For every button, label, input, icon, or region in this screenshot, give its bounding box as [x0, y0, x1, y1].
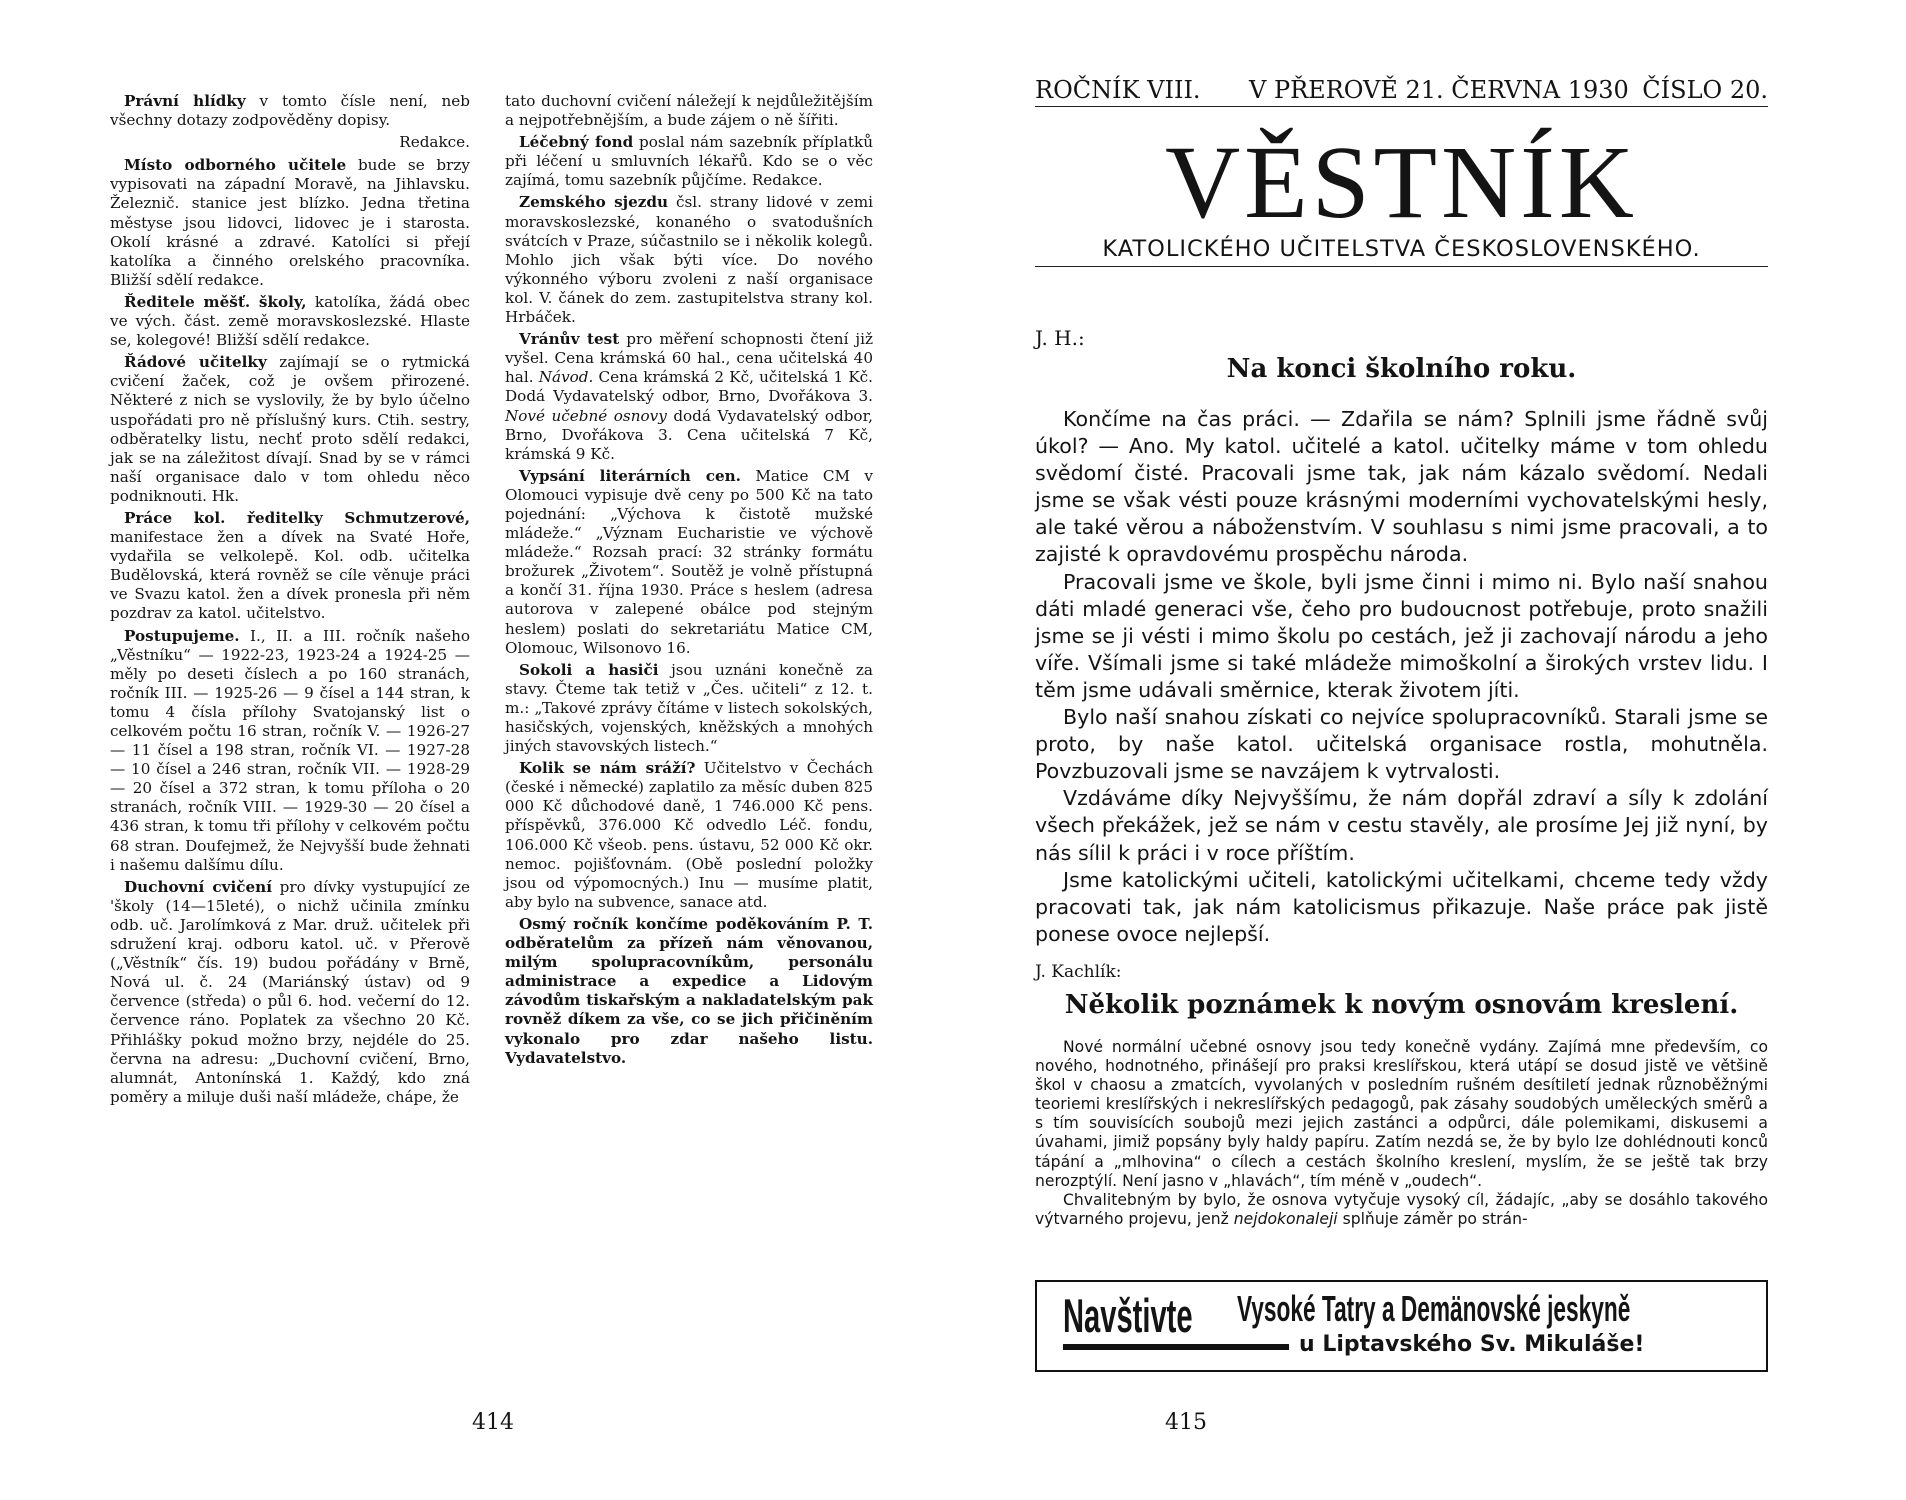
- left-col2-notice: [505, 467, 873, 658]
- italic-word: nejdokonaleji: [1233, 1209, 1338, 1228]
- notice-text: zajímají se o rytmická cvičení žaček, což je ovšem přirozené. Některé z nich se vyslovily, že by bylo účelno uspořádati pro ně příslušný kurs. Ctih. sestry, odběratelky listu, nechť proto sdělí redakci, jak se na záležitost dívají. Snad by se v rámci naší organisace dalo v tom ohledu něco podniknouti. Hk.: [110, 353, 470, 505]
- place-date: V PŘEROVĚ 21. ČERVNA 1930: [1249, 76, 1629, 104]
- notice-heading: Vypsání literárních cen.: [519, 466, 741, 485]
- left-col1-notice: [110, 627, 470, 875]
- article1-paragraph: Bylo naší snahou získati co nejvíce spolupracovníků. Starali jsme se proto, by naše katol. učitelská organisace rostla, mohutněla. Povzbuzovali jsme se navzájem k vytrvalosti.: [1035, 705, 1768, 784]
- notice-heading: Duchovní cvičení: [124, 877, 272, 896]
- notice-text: I., II. a III. ročník našeho „Věstníku“ — 1922-23, 1923-24 a 1924-25 — měly po deseti číslech a po 160 stranách, ročník III. — 1925-26 — 9 čísel a 144 stran, k tomu 4 čísla přílohy Svatojanský list o celkovém počtu 16 stran, ročník V. — 1926-27 — 11 čísel a 198 stran, ročník VI. — 1927-28 — 10 čísel a 246 stran, ročník VII. — 1928-29 — 20 čísel a 372 stran, k tomu příloha o 20 stranách, ročník VIII. — 1929-30 — 20 čísel a 436 stran, k tomu tři přílohy v celkovém počtu 68 stran. Doufejmež, že Nejvyšší bude žehnati i našemu dalšímu dílu.: [110, 626, 470, 874]
- notice-text: dodá Vydavatelský odbor, Brno, Dvořákova 3. Cena učitelská 7 Kč, krámská 9 Kč.: [505, 406, 873, 463]
- ad-headline: Vysoké Tatry a Demänovské jeskyně: [1237, 1288, 1631, 1329]
- page-number-left: 414: [472, 1410, 514, 1435]
- notice-heading: Zemského sjezdu: [519, 193, 669, 212]
- notice-text: Cena krámská 2 Kč, učitelská 1 Kč. Dodá Vydavatelský odbor, Brno, Dvořákova 3.: [505, 368, 873, 406]
- ad-rule: [1063, 1344, 1289, 1350]
- article2-heading: Několik poznámek k novým osnovám kreslení.: [1064, 990, 1739, 1020]
- left-col1-signature: Redakce.: [399, 133, 470, 152]
- article2-body: [1035, 1038, 1768, 1229]
- article2-paragraph: Chvalitebným by bylo, že osnova vytyčuje vysoký cíl, žádajíc, „aby se dosáhlo takového výtvarného projevu, jenž nejdokonaleji splňuje záměr po strán-: [1035, 1190, 1768, 1228]
- notice-italic: Návod.: [538, 368, 594, 387]
- notice-text: katolíka, žádá obec ve vých. část. země moravskoslezské. Hlaste se, kolegové! Bližší sdělí redakce.: [110, 292, 471, 350]
- notice-heading: Postupujeme.: [124, 626, 240, 645]
- notice-heading: Osmý ročník končíme poděkováním P. T. odběratelům za přízeň nám věnovanou, milým spolupracovníkům, personálu administrace a expedice a Lidovým závodům tiskařským a nakladatelským pak rovněž díkem za vše, co se jich přičiněním vykonalo pro zdar našeho listu. Vydavatelstvo.: [505, 914, 873, 1067]
- left-col2-notice: [505, 915, 873, 1068]
- notice-text: jsou uznáni konečně za stavy. Čteme tak tetiž v „Čes. učiteli“ z 12. t. m.: „Takové zprávy čítáme v listech sokolských, hasičských, vojenských, kněžských a mnohých jiných stavovských listech.“: [505, 660, 873, 756]
- article1-paragraph: Vzdáváme díky Nejvyššímu, že nám dopřál zdraví a síly k zdolání všech překážek, jež se nám v cestu stavěly, ale prosíme Jej již nyní, by nás sílil k práci i v roce příštím.: [1035, 786, 1768, 865]
- left-col1-notice: [110, 353, 470, 506]
- right-page: [953, 0, 1906, 1500]
- left-col2-notice: [505, 193, 873, 327]
- left-col1-notice: [110, 878, 470, 1107]
- article1-heading: Na konci školního roku.: [1226, 354, 1577, 384]
- notice-heading: Léčebný fond: [519, 133, 634, 152]
- left-col2-notice: [505, 133, 873, 190]
- notice-heading: Místo odborného učitele: [124, 156, 347, 175]
- left-col1-notice: [110, 509, 470, 624]
- issue-number: ČÍSLO 20.: [1642, 76, 1768, 104]
- left-col2-notice: [505, 330, 873, 464]
- notice-heading: Práce kol. ředitelky Schmutzerové,: [124, 508, 470, 527]
- notice-text: čsl. strany lidové v zemi moravskoslezské, konaného o svatodušních svátcích v Praze, súčastnilo se i několik kolegů. Mohlo jich však býti více. Do nového výkonného výboru zvoleni z naší organisace kol. V. čánek do zem. zastupitelstva strany kol. Hrbáček.: [505, 193, 873, 327]
- volume-label: ROČNÍK VIII.: [1035, 76, 1201, 104]
- article2-paragraph: Nové normální učebné osnovy jsou tedy konečně vydány. Zajímá mne především, co nového, hodnotného, přinášejí pro praksi kreslířskou, která utápí se dosud jistě ve většině škol v chaosu a zmatcích, vyvolaných v posledním rušném desítiletí jednak různoběžnými teoriemi kreslířských i nekreslířských pedagogů, pak zásahy soudobých uměleckých směrů a s tím souvisících soubojů mezi jejich zastánci a odpůrci, dále polemikami, diskusemi a úvahami, jimiž popsány byly haldy papíru. Zatím nezdá se, že by bylo lze dohlédnouti konců tápání a „mlhovina“ o cílech a cestách školního kreslení, myslím, že se ještě tak brzy nerozptýlí. Není jasno v „hlavách“, tím méně v „oudech“.: [1035, 1038, 1768, 1190]
- notice-heading: Řádové učitelky: [124, 353, 267, 372]
- notice-text: pro dívky vystupující ze 'školy (14—15leté), o nichž učinila zmínku odb. uč. Jarolímková z Mar. druž. učitelek při sdružení kraj. odboru katol. uč. v Přerově („Věstník“ čís. 19) budou pořádány v Brně, Nová ul. č. 24 (Mariánský ústav) od 9 července (středa) o půl 6. hod. večerní do 12. července ráno. Poplatek za všechno 20 Kč. Přihlášky pokud možno brzy, nejdéle do 25. června na adresu: „Duchovní cvičení, Brno, alumnát, Antonínská 1. Každý, kdo zná poměry a miluje duši naší mládeže, chápe, že: [110, 877, 470, 1106]
- notice-heading: Ředitele měšť. školy,: [124, 292, 307, 311]
- left-col1-notice: [110, 92, 470, 130]
- notice-italic: Nové učebné osnovy: [505, 406, 667, 425]
- notice-text: pro měření schopnosti čtení již vyšel. Cena krámská 60 hal., cena učitelská 40 hal.: [505, 330, 873, 387]
- masthead: [1035, 76, 1768, 107]
- notice-text: tato duchovní cvičení náležejí k nejdůležitějším a nejpotřebnějším, a bude zájem o ně šířiti.: [505, 92, 873, 130]
- left-col2-notice: [505, 92, 873, 130]
- left-col1-notice: [110, 293, 470, 350]
- notice-text: Učitelstvo v Čechách (české i německé) zaplatilo za měsíc duben 825 000 Kč důchodové daně, 1 746.000 Kč pens. příspěvků, 376.000 Kč odvedlo Léč. fondu, 106.000 Kč všeob. pens. ústavu, 52 000 Kč okr. nemoc. pojišťovnám. (Obě poslední položky jsou od výpomocných.) Inu — musíme platit, aby bylo na subvence, sanace atd.: [505, 759, 873, 911]
- article1-paragraph: Pracovali jsme ve škole, byli jsme činni i mimo ni. Bylo naší snahou dáti mladé generaci vše, čeho pro budoucnost potřebuje, proto snažili jsme se ji vésti i mimo školu po cestách, jež ji zachovají národu a jeho víře. Všímali jsme si také mládeže mimoškolní a širokých vrstev lidu. I těm jsme udávali směrnice, kterak životem jíti.: [1035, 569, 1768, 702]
- notice-text: v tomto čísle není, neb všechny dotazy zodpověděny dopisy.: [110, 92, 470, 130]
- article1-body: [1035, 406, 1768, 948]
- journal-title: VĚSTNÍK: [1165, 125, 1638, 240]
- left-column-2: [505, 92, 873, 1071]
- page-number-right: 415: [1165, 1410, 1207, 1435]
- notice-text: manifestace žen a dívek na Svaté Hoře, vydařila se velkolepě. Kol. odb. učitelka Budělovská, která rovněž se cíle věnuje práci ve Svazu katol. žen a dívek pronesla při něm pozdrav za katol. učitelstvo.: [110, 528, 470, 623]
- notice-text: bude se brzy vypisovati na západní Moravě, na Jihlavsku. Železnič. stanice jest blízko. Jedna třetina městyse jsou lidovci, lidovec je i starosta. Okolí krásné a zdravé. Katolíci si přejí katolíka a činného orelského pracovníka. Bližší sdělí redakce.: [110, 156, 470, 289]
- left-col2-notice: [505, 759, 873, 912]
- ad-visit-word: Navštivte: [1063, 1289, 1193, 1342]
- notice-heading: Právní hlídky: [124, 92, 246, 110]
- article2-author: J. Kachlík:: [1035, 962, 1122, 982]
- notice-text: poslal nám sazebník příplatků při léčení u smluvních lékařů. Kdo se o věc zajímá, tomu sazebník půjčíme. Redakce.: [505, 133, 873, 190]
- journal-subtitle: KATOLICKÉHO UČITELSTVA ČESKOSLOVENSKÉHO.: [1035, 236, 1768, 267]
- notice-heading: Vránův test: [519, 330, 620, 349]
- notice-text: Matice CM v Olomouci vypisuje dvě ceny po 500 Kč na tato pojednání: „Výchova k čistotě mužské mládeže.“ „Význam Eucharistie ve výchově mládeže.“ Rozsah prací: 32 stránky formátu brožurek „Životem“. Soutěž je volně přístupná a končí 31. října 1930. Práce s heslem (adresa autorova v zalepené obálce pod stejným heslem) poslati do sekretariátu Matice CM, Olomouc, Wilsonovo 16.: [505, 466, 874, 657]
- left-column-1: [110, 92, 470, 1110]
- advertisement: [1035, 1280, 1768, 1372]
- notice-heading: Sokoli a hasiči: [519, 660, 659, 679]
- left-col1-notice: [110, 156, 470, 290]
- left-col2-notice: [505, 661, 873, 756]
- article1-paragraph: Jsme katolickými učiteli, katolickými učitelkami, chceme tedy vždy pracovati tak, jak nám katolicismus přikazuje. Naše práce pak jistě ponese ovoce nejlepší.: [1035, 867, 1768, 946]
- article1-paragraph: Končíme na čas práci. — Zdařila se nám? Splnili jsme řádně svůj úkol? — Ano. My katol. učitelé a katol. učitelky máme v tom ohledu svědomí čisté. Pracovali jsme tak, jak nám kázalo svědomí. Nedali jsme se však vésti pouze krásnými moderními vychovatelskými hesly, ale také věrou a náboženstvím. V souhlasu s nimi jsme pracovali, a to zajisté k opravdovému prospěchu národa.: [1035, 407, 1768, 567]
- article1-author: J. H.:: [1035, 326, 1085, 350]
- notice-heading: Kolik se nám sráží?: [519, 759, 696, 778]
- ad-subline: u Liptavského Sv. Mikuláše!: [1299, 1332, 1645, 1357]
